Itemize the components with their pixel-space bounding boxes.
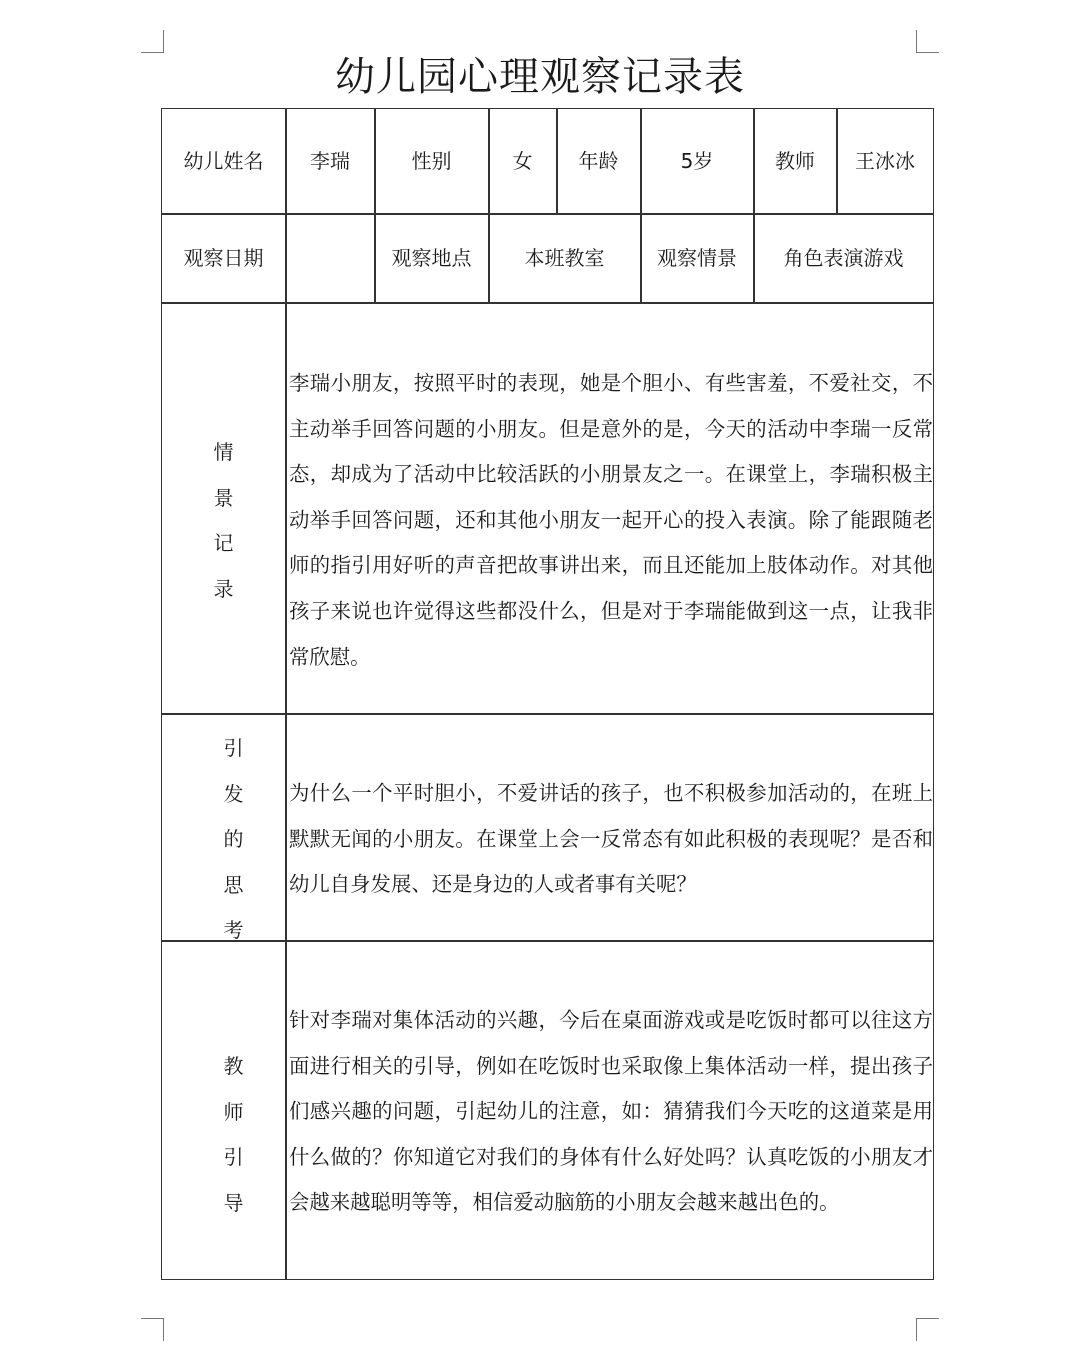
age-label: 年龄 [578, 149, 619, 173]
crop-mark-bottom-left [141, 1318, 164, 1341]
label-char: 引 [223, 1145, 244, 1169]
observation-date-value [286, 214, 374, 302]
label-char: 的 [223, 827, 244, 851]
label-char: 教 [223, 1054, 244, 1078]
observation-place-value: 本班教室 [524, 246, 605, 270]
gender-value: 女 [512, 149, 533, 173]
teacher-value: 王冰冰 [855, 149, 915, 173]
label-char: 情 [213, 440, 234, 464]
observation-place-label: 观察地点 [391, 246, 472, 270]
label-char: 发 [223, 781, 244, 806]
gender-label: 性别 [411, 149, 452, 173]
crop-mark-bottom-right [916, 1318, 939, 1341]
age-value: 5岁 [680, 149, 714, 173]
label-char: 记 [213, 531, 234, 555]
child-name-label: 幼儿姓名 [183, 149, 264, 173]
label-char: 录 [213, 576, 234, 601]
observation-date-label: 观察日期 [183, 246, 264, 270]
child-name-value: 李瑞 [310, 149, 350, 173]
scene-record-text: 李瑞小朋友，按照平时的表现，她是个胆小、有些害羞，不爱社交，不主动举手回答问题的小朋友。但是意外的是，今天的活动中李瑞一反常态，却成为了活动中比较活跃的小朋景友之一。在课堂上，李瑞积极主动举手回答问题，还和其他小朋友一起开心的投入表演。除了能跟随老师的指引用好听的声音把故事讲出来，而且还能加上肢体动作。对其他孩子来说也许觉得这些都没什么，但是对于李瑞能做到这一点，让我非常欣慰。 [289, 371, 933, 669]
observation-scene-value: 角色表演游戏 [783, 246, 904, 270]
row-divider [162, 302, 933, 304]
label-char: 思 [223, 872, 244, 897]
label-char: 师 [223, 1099, 244, 1124]
label-char: 考 [223, 918, 244, 942]
page-title: 幼儿园心理观察记录表 [335, 54, 745, 100]
observation-table [161, 108, 934, 1280]
label-char: 景 [213, 485, 234, 510]
teacher-guidance-text: 针对李瑞对集体活动的兴趣，今后在桌面游戏或是吃饭时都可以往这方面进行相关的引导，例如在吃饭时也采取像上集体活动一样，提出孩子们感兴趣的问题，引起幼儿的注意，如：猜猜我们今天吃的这道菜是用什么做的？你知道它对我们的身体有什么好处吗？认真吃饭的小朋友才会越来越聪明等等，相信爱动脑筋的小朋友会越来越出色的。 [289, 1008, 933, 1215]
teacher-guidance-label [172, 1044, 295, 1226]
reflection-text: 为什么一个平时胆小，不爱讲话的孩子，也不积极参加活动的，在班上默默无闻的小朋友。在课堂上会一反常态有如此积极的表现呢？是否和幼儿自身发展、还是身边的人或者事有关呢？ [289, 781, 933, 897]
teacher-label: 教师 [775, 149, 815, 173]
scene-record-label [162, 430, 285, 612]
label-char: 引 [223, 736, 244, 760]
reflection-label [172, 726, 295, 954]
label-char: 导 [223, 1190, 244, 1215]
observation-scene-label: 观察情景 [657, 246, 737, 270]
row-divider [162, 713, 933, 715]
